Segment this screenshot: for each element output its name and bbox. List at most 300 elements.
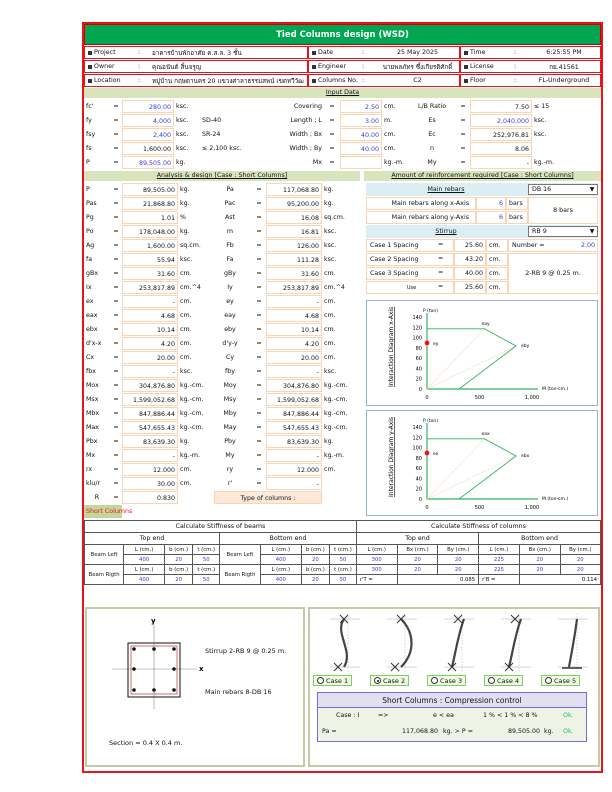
beam-value[interactable]: 400	[260, 575, 301, 585]
license-value: กย.41561	[549, 63, 579, 71]
analysis-label: ksc.	[324, 368, 337, 375]
case-label: Case : I	[336, 712, 360, 719]
analysis-label: =	[256, 214, 262, 221]
load-point	[425, 451, 430, 456]
cases-panel	[308, 607, 600, 767]
analysis-label: =	[113, 284, 119, 291]
input-value[interactable]: 89,505.00	[122, 156, 174, 169]
stirrup-unit: cm.	[486, 253, 508, 266]
y-tick-label: 140	[412, 315, 422, 321]
columns_no-value: C2	[413, 77, 422, 84]
input-label: =	[329, 131, 335, 138]
analysis-label: Mx	[86, 452, 96, 459]
radio-icon[interactable]	[431, 677, 438, 684]
rebar-dot	[172, 688, 176, 692]
main-rebars-text: Main rebars 8-DB 16	[205, 688, 272, 696]
beam-name: Beam Rigth	[220, 565, 261, 585]
info-engineer	[308, 60, 460, 73]
y-tick-label: 100	[412, 445, 422, 452]
input-label: ksc.	[534, 131, 547, 138]
case-radio-2[interactable]	[370, 675, 409, 686]
rebar-dot	[172, 647, 176, 651]
analysis-label: cm.^4	[180, 284, 201, 291]
eccentricity-guide-line	[427, 439, 485, 499]
number-value[interactable]: 2.00	[580, 242, 595, 249]
floor-label: Floor	[470, 77, 486, 84]
status-ok: Ok.	[563, 712, 574, 719]
analysis-label: klu/r	[86, 480, 101, 487]
input-value[interactable]: 1,600.00	[122, 142, 174, 155]
analysis-value: 1.01	[122, 211, 178, 224]
y-tick-label: 0	[418, 387, 422, 393]
col-top-end: Top end	[356, 533, 478, 545]
analysis-label: =	[113, 424, 119, 431]
rt-value: 0.085	[397, 575, 479, 585]
envelope-point	[484, 328, 485, 329]
beam-value[interactable]: 400	[124, 575, 165, 585]
analysis-label: cm.	[180, 340, 192, 347]
steel-ratio-check: 1 % < 1 % < 8 %	[483, 712, 538, 719]
analysis-value: 547,655.43	[266, 421, 322, 434]
analysis-label: Ast	[224, 214, 236, 221]
beam-value[interactable]: 50	[193, 575, 220, 585]
input-label: fy	[86, 117, 92, 124]
input-label: ≤ 15	[534, 103, 550, 110]
analysis-label: cm.	[324, 466, 336, 473]
stiffness-row-heads	[85, 565, 601, 575]
analysis-label: m	[226, 228, 234, 235]
envelope-point	[516, 345, 517, 346]
column-head: L (cm.)	[479, 545, 520, 555]
stirrup-case-label: Case 2 Spacing	[366, 253, 454, 266]
eccentricity-guide-line	[427, 329, 485, 389]
input-label: My	[427, 159, 437, 166]
analysis-value: 10.14	[266, 323, 322, 336]
column-value: 20	[397, 565, 438, 575]
analysis-label: ksc.	[324, 242, 337, 249]
analysis-label	[322, 477, 360, 490]
bullet-icon	[88, 79, 92, 83]
column-head: By (cm.)	[438, 545, 479, 555]
y-tick-label: 140	[412, 425, 422, 431]
analysis-value: -	[266, 365, 322, 378]
r-label: R	[94, 494, 100, 501]
engineer-value: นายพลภัทร ซึ้งเกียรติศักดิ์	[382, 63, 453, 71]
input-label: =	[113, 159, 119, 166]
main-rebar-size-value: DB 16	[532, 186, 552, 193]
bullet-icon	[88, 51, 92, 55]
envelope-point	[484, 438, 485, 439]
input-label: =	[329, 159, 335, 166]
analysis-label: =	[256, 284, 262, 291]
analysis-label: =	[256, 186, 262, 193]
analysis-label: cm.	[180, 354, 192, 361]
time-sep: :	[514, 49, 517, 56]
info-license	[460, 60, 601, 73]
analysis-label: rx	[86, 466, 93, 473]
input-value[interactable]	[340, 156, 382, 169]
radio-icon[interactable]	[488, 677, 495, 684]
beam-value[interactable]: 20	[164, 575, 192, 585]
main-rebars-title: Main rebars	[427, 186, 465, 193]
input-label: ≤ 2,100 ksc.	[202, 145, 242, 152]
analysis-value: 10.14	[122, 323, 178, 336]
analysis-label: =	[113, 298, 119, 305]
time-label: Time	[470, 49, 486, 56]
stirrup-case-label: Use	[366, 281, 454, 294]
analysis-value: 847,886.44	[266, 407, 322, 420]
analysis-label: kg.	[180, 228, 190, 235]
beam-value[interactable]: 20	[301, 555, 329, 565]
rebar-dot	[132, 667, 136, 671]
analysis-value: 117,068.80	[266, 183, 322, 196]
analysis-label: =	[256, 242, 262, 249]
radio-icon[interactable]	[545, 677, 552, 684]
license-sep: :	[514, 63, 517, 70]
y-tick-label: 40	[415, 476, 422, 483]
column-case-1-diagram	[330, 613, 360, 673]
input-value[interactable]: 2.50	[340, 100, 382, 113]
pa-value: 117,068.80	[401, 728, 438, 735]
y-axis-label: P (ton)	[423, 309, 439, 314]
analysis-label: kg.	[324, 438, 334, 445]
envelope-point	[459, 389, 460, 390]
y-axis-bars[interactable]: 6	[476, 211, 506, 224]
analysis-value: 95,200.00	[266, 197, 322, 210]
analysis-label: =	[113, 214, 119, 221]
analysis-value: 547,655.43	[122, 421, 178, 434]
beam-value[interactable]: 400	[260, 555, 301, 565]
analysis-value: -	[266, 295, 322, 308]
x-axis-bars[interactable]: 6	[476, 197, 506, 210]
analysis-label: %	[180, 214, 186, 221]
case-radio-3[interactable]	[427, 675, 466, 686]
bullet-icon	[88, 65, 92, 69]
beam-head: b (cm.)	[164, 565, 192, 575]
bullet-icon	[312, 79, 316, 83]
total-bars: 8 bars	[528, 197, 598, 224]
floor-sep: :	[514, 77, 517, 84]
analysis-value: -	[266, 449, 322, 462]
input-label: Covering	[293, 103, 322, 110]
input-label: SD-40	[202, 117, 222, 124]
input-label: =	[329, 145, 335, 152]
result-title: Short Columns : Compression control	[318, 693, 586, 708]
input-value[interactable]: 280.00	[122, 100, 174, 113]
x-tick-label: 1,000	[524, 505, 540, 511]
col-bottom-end: Bottom end	[479, 533, 601, 545]
input-label: =	[329, 103, 335, 110]
analysis-label: =	[113, 368, 119, 375]
y-tick-label: 20	[415, 376, 422, 383]
analysis-label: d'y-y	[222, 340, 238, 347]
stirrup-spacing: 25.60	[454, 281, 486, 294]
analysis-grid	[84, 183, 360, 518]
stiffness-table	[84, 520, 601, 585]
stirrup-spacing: 43.20	[454, 253, 486, 266]
input-value[interactable]: 2,040,000	[470, 114, 532, 127]
beam-value[interactable]: 50	[193, 555, 220, 565]
column-case-4-diagram	[501, 613, 531, 673]
beam-head: b (cm.)	[164, 545, 192, 555]
analysis-label: r'	[227, 480, 233, 487]
stiffness-row-values	[85, 575, 601, 585]
input-label: =	[113, 117, 119, 124]
analysis-value: 126.00	[266, 239, 322, 252]
stirrup-number	[508, 239, 598, 252]
input-label: ksc.	[176, 131, 189, 138]
input-value[interactable]: 40.00	[340, 128, 382, 141]
analysis-label: cm.	[180, 466, 192, 473]
pa-label: Pa =	[322, 728, 337, 735]
column-value: 20	[519, 555, 560, 565]
beam-value[interactable]: 20	[164, 555, 192, 565]
analysis-label: =	[256, 480, 262, 487]
x-axis-label: x	[199, 665, 204, 673]
input-label: kg.	[176, 159, 186, 166]
x-tick-label: 500	[474, 505, 485, 511]
spacer	[178, 491, 208, 504]
case-label: Case 4	[497, 677, 520, 685]
analysis-label: cm.	[324, 298, 336, 305]
analysis-value: 304,876.80	[266, 379, 322, 392]
stirrup-case-label: Case 3 Spacing	[366, 267, 454, 280]
column-value: 20	[438, 555, 479, 565]
column-head: Bx (cm.)	[519, 545, 560, 555]
bullet-icon	[312, 51, 316, 55]
beam-head: L (cm.)	[260, 565, 301, 575]
owner-label: Owner	[94, 63, 115, 70]
x-axis-label: M (ton-cm.)	[542, 497, 569, 502]
analysis-label: =	[256, 466, 262, 473]
column-value: 225	[479, 565, 520, 575]
input-label: =	[113, 131, 119, 138]
analysis-value: 89,505.00	[122, 183, 178, 196]
input-value[interactable]: 2,400	[122, 128, 174, 141]
input-label: P	[86, 159, 90, 166]
analysis-label: May	[223, 424, 237, 431]
rebar-dot	[152, 688, 156, 692]
input-value[interactable]: -	[470, 156, 532, 169]
analysis-label: kg.-cm.	[180, 396, 204, 403]
analysis-label: ksc.	[180, 256, 193, 263]
input-value[interactable]: 4,000	[122, 114, 174, 127]
input-value[interactable]: 3.00	[340, 114, 382, 127]
analysis-label: sq.cm.	[324, 214, 345, 221]
deflected-column	[341, 619, 347, 667]
analysis-label: Iy	[227, 284, 233, 291]
analysis-label: eay	[224, 312, 236, 319]
stirrup-spacing: 40.00	[454, 267, 486, 280]
radio-icon[interactable]	[317, 677, 324, 684]
result-row-capacity	[318, 724, 586, 740]
case-label: Case 1	[326, 677, 349, 685]
column-head: By (cm.)	[560, 545, 600, 555]
column-case-3-diagram	[444, 613, 474, 673]
input-label: Width ; Bx	[289, 131, 322, 138]
rebar-dot	[152, 647, 156, 651]
input-label: ksc.	[176, 103, 189, 110]
analysis-label: =	[256, 312, 262, 319]
analysis-label: kg.	[180, 200, 190, 207]
analysis-label: sq.cm.	[180, 242, 201, 249]
analysis-label: fa	[86, 256, 93, 263]
bars-unit: bars	[506, 211, 528, 224]
input-value[interactable]: 40.00	[340, 142, 382, 155]
column-value: 20	[397, 555, 438, 565]
beam-value[interactable]: 50	[330, 575, 357, 585]
input-label: ksc.	[534, 117, 547, 124]
analysis-value: -	[122, 365, 178, 378]
analysis-label: gBx	[86, 270, 99, 277]
interaction-diagram-x	[366, 300, 598, 406]
input-label: cm.	[384, 131, 396, 138]
engineer-label: Engineer	[318, 63, 347, 70]
analysis-label: eby	[224, 326, 236, 333]
stirrup-size-select[interactable]	[528, 226, 598, 237]
y-tick-label: 80	[415, 345, 422, 352]
input-label: L/B Ratio	[417, 103, 447, 110]
analysis-label: Mox	[86, 382, 99, 389]
analysis-label: Msx	[86, 396, 99, 403]
y-axis-label: y	[151, 617, 156, 625]
input-label: =	[113, 145, 119, 152]
analysis-label: =	[113, 480, 119, 487]
analysis-label: Fa	[226, 256, 234, 263]
analysis-label: cm.	[180, 312, 192, 319]
x-axis-label: Main rebars along x-Axis	[366, 197, 476, 210]
license-label: License	[470, 63, 494, 70]
analysis-label: Ix	[86, 284, 92, 291]
case-radio-4[interactable]	[484, 675, 523, 686]
beam-value[interactable]: 400	[124, 555, 165, 565]
analysis-label: =	[256, 340, 262, 347]
rt-label: r'T =	[356, 575, 397, 585]
type-of-columns-value: Short Columns	[84, 505, 122, 518]
analysis-value: 253,817.89	[266, 281, 322, 294]
input-data-grid	[84, 100, 600, 169]
input-label: =	[329, 117, 335, 124]
case-radio-1[interactable]	[313, 675, 352, 686]
p-value: 89,505.00	[507, 728, 540, 735]
x-axis-label: M (ton-cm.)	[542, 387, 569, 392]
analysis-label: cm.	[324, 312, 336, 319]
info-time	[460, 46, 601, 59]
load-point-label: ey	[433, 341, 439, 347]
input-value[interactable]: 7.50	[470, 100, 532, 113]
y-tick-label: 20	[415, 486, 422, 493]
stirrup-unit: cm.	[486, 267, 508, 280]
radio-icon[interactable]	[374, 677, 381, 684]
case-label: Case 2	[383, 677, 406, 685]
analysis-value: 55.94	[122, 253, 178, 266]
p-unit: kg.	[544, 728, 554, 735]
analysis-label: kg.-cm.	[324, 424, 348, 431]
deflected-column	[569, 619, 577, 667]
main-rebar-size-select[interactable]	[528, 184, 598, 195]
stirrup-case-eq: =	[438, 269, 444, 276]
column-value: 20	[560, 555, 600, 565]
case-label: Case 3	[440, 677, 463, 685]
input-label: Length ; L	[290, 117, 322, 124]
input-value[interactable]: 8.06	[470, 142, 532, 155]
beam-bottom-end: Bottom end	[220, 533, 357, 545]
input-label: =	[460, 117, 466, 124]
analysis-label: Msy	[223, 396, 237, 403]
input-label: =	[460, 159, 466, 166]
analysis-label: cm.	[324, 354, 336, 361]
analysis-value: 16.08	[266, 211, 322, 224]
eq: =	[113, 494, 119, 501]
location-sep: :	[138, 77, 141, 84]
beam-value[interactable]: 50	[330, 555, 357, 565]
beam-value[interactable]: 20	[301, 575, 329, 585]
analysis-label: P	[86, 186, 90, 193]
bullet-icon	[464, 79, 468, 83]
analysis-label: Po	[86, 228, 94, 235]
analysis-label: Pbx	[86, 438, 98, 445]
result-row-case	[318, 708, 586, 724]
analysis-label: =	[256, 424, 262, 431]
analysis-label: ksc.	[324, 256, 337, 263]
analysis-label: kg.-cm.	[180, 410, 204, 417]
date-label: Date	[318, 49, 334, 56]
analysis-label: ey	[226, 298, 234, 305]
analysis-label: =	[113, 396, 119, 403]
stirrup-spacing: 25.60	[454, 239, 486, 252]
dropdown-arrow-icon: ▼	[589, 228, 595, 235]
input-value[interactable]: 252,976.81	[470, 128, 532, 141]
analysis-label: =	[113, 186, 119, 193]
analysis-value: 12.000	[122, 463, 178, 476]
analysis-value: 1,599,052.68	[266, 393, 322, 406]
interaction-envelope	[427, 439, 516, 499]
type-of-columns-label: Type of columns :	[214, 491, 322, 504]
point-label: eax	[481, 431, 490, 437]
x-tick-label: 1,000	[524, 395, 540, 401]
stirrup-case-eq: =	[438, 283, 444, 290]
case-label: Case 5	[554, 677, 577, 685]
column-head: L (cm.)	[356, 545, 397, 555]
bullet-icon	[312, 65, 316, 69]
y-tick-label: 40	[415, 366, 422, 373]
analysis-label: My	[225, 452, 235, 459]
chart-title: Interaction Diagram y-Axis	[388, 416, 395, 497]
analysis-label: Pas	[86, 200, 97, 207]
analysis-label: ksc.	[324, 228, 337, 235]
rb-label: r'B =	[479, 575, 520, 585]
analysis-label: fbx	[86, 368, 96, 375]
beam-head: b (cm.)	[301, 565, 329, 575]
y-tick-label: 60	[415, 356, 422, 363]
status-ok: Ok.	[563, 728, 574, 735]
case-radio-5[interactable]	[541, 675, 580, 686]
column-value: 20	[438, 565, 479, 575]
analysis-label: =	[113, 382, 119, 389]
analysis-label: Pg	[86, 214, 94, 221]
point-label: ebx	[521, 453, 530, 459]
beam-name: Beam Rigth	[85, 565, 124, 585]
analysis-label: cm.	[180, 480, 192, 487]
column-case-2-diagram	[387, 613, 417, 673]
analysis-label: Pby	[224, 438, 236, 445]
beam-head: t (cm.)	[330, 545, 357, 555]
stirrup-unit: cm.	[486, 281, 508, 294]
arrow-text: =>	[378, 712, 389, 719]
analysis-value: 304,876.80	[122, 379, 178, 392]
analysis-label: =	[113, 438, 119, 445]
input-label: n	[430, 145, 434, 152]
